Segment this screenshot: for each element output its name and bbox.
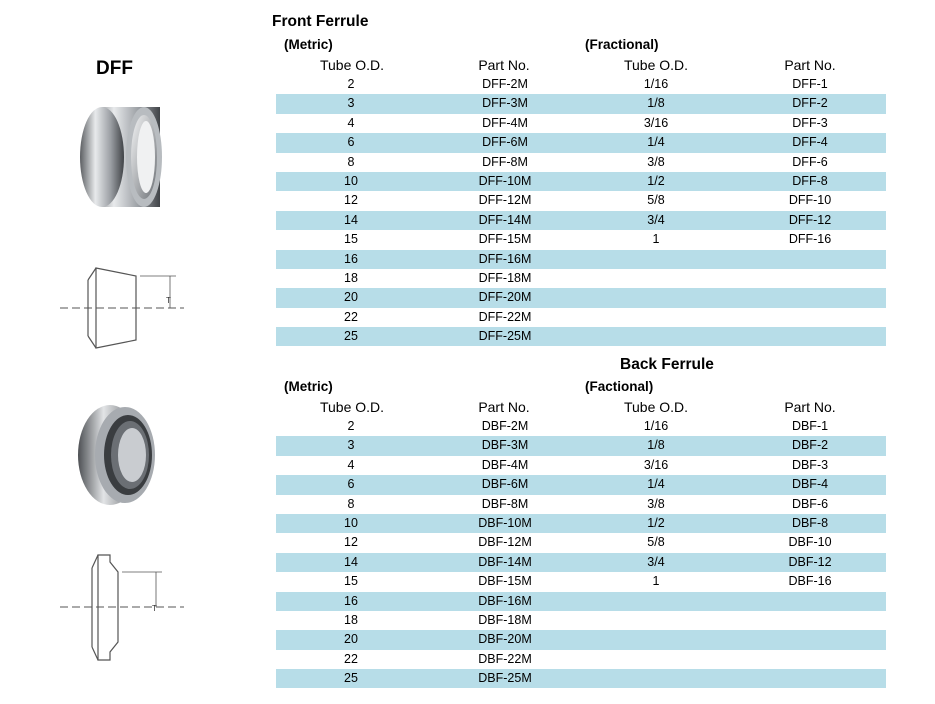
table-cell: DBF-8 [791,515,829,530]
back-header-tube-od-metric: Tube O.D. [319,399,385,415]
table-row [276,288,886,307]
table-row [276,327,886,346]
table-row [276,133,886,152]
back-header-part-no-fractional: Part No. [784,399,836,415]
front-ferrule-title: Front Ferrule [272,13,369,30]
table-row [276,191,886,210]
table-cell: 14 [344,212,358,227]
table-cell: DFF-16M [478,251,532,266]
back-fractional-label: (Factional) [585,379,654,394]
table-cell: DBF-2M [481,419,529,433]
table-cell: DFF-20M [478,290,532,305]
table-cell: 6 [347,477,355,492]
table-cell: DBF-25M [478,671,532,686]
table-cell: DBF-10M [478,515,532,530]
table-cell: 1/8 [647,438,665,453]
table-row [276,153,886,172]
table-cell: 3/16 [643,115,669,130]
table-row [276,114,886,133]
back-ferrule-drawing [58,550,188,665]
table-row [276,514,886,533]
table-cell: DBF-18M [478,612,532,627]
table-cell: DBF-8M [481,496,529,511]
table-row [276,650,886,669]
table-row [276,308,886,327]
table-cell: DBF-2 [791,438,829,453]
table-cell: 1/16 [643,77,669,91]
table-cell: 2 [347,77,355,91]
table-cell: DBF-12M [478,535,532,550]
table-cell: DBF-12 [788,554,832,569]
table-cell: DFF-25M [478,329,532,344]
back-header-part-no-metric: Part No. [478,399,530,415]
front-header-tube-od-fractional: Tube O.D. [623,57,689,73]
table-cell: 5/8 [647,193,665,208]
table-cell: DFF-14M [478,212,532,227]
table-row [276,436,886,455]
table-cell: 8 [347,496,355,511]
table-cell: 3/8 [647,496,665,511]
table-cell: 1/2 [647,515,665,530]
front-ferrule-table [276,75,886,346]
dimension-label: T [152,604,157,613]
table-cell: 12 [344,535,358,550]
table-cell: DFF-6 [792,154,828,169]
table-cell: 3 [347,96,355,111]
table-cell: 4 [347,115,355,130]
table-row [276,533,886,552]
table-cell: 1 [652,232,660,247]
front-header-tube-od-metric: Tube O.D. [319,57,385,73]
back-ferrule-title: Back Ferrule [620,356,714,373]
table-cell: 1/4 [647,135,665,150]
table-cell: DFF-15M [478,232,532,247]
table-cell: DFF-8M [482,154,528,169]
table-cell: DFF-3 [792,115,828,130]
table-cell: DBF-4M [481,457,529,472]
table-cell: 2 [347,419,355,433]
table-cell: 16 [344,593,358,608]
table-cell: 20 [344,290,358,305]
table-row [276,495,886,514]
table-row [276,553,886,572]
front-ferrule-photo [72,95,167,225]
table-row [276,417,886,436]
front-ferrule-drawing [58,258,188,358]
table-cell: DFF-6M [482,135,528,150]
table-cell: 22 [344,309,358,324]
table-cell: DFF-3M [482,96,528,111]
table-cell: 3 [347,438,355,453]
back-header-tube-od-fractional: Tube O.D. [623,399,689,415]
front-fractional-label: (Fractional) [585,37,659,52]
table-cell: 8 [347,154,355,169]
table-cell: DBF-10 [788,535,832,550]
table-cell: 1/2 [647,173,665,188]
table-cell: DBF-6 [791,496,829,511]
table-cell: 14 [344,554,358,569]
front-metric-label: (Metric) [284,37,333,52]
table-cell: DBF-6M [481,477,529,492]
table-cell: DBF-3 [791,457,829,472]
back-ferrule-table [276,417,886,688]
table-row [276,172,886,191]
table-cell: 20 [344,632,358,647]
table-cell: DFF-12M [478,193,532,208]
table-row [276,94,886,113]
table-cell: DFF-8 [792,173,828,188]
dimension-label: T [166,296,171,305]
table-row [276,75,886,94]
table-cell: 16 [344,251,358,266]
table-cell: DFF-22M [478,309,532,324]
table-row [276,611,886,630]
table-row [276,230,886,249]
table-row [276,211,886,230]
product-code: DFF [96,58,133,79]
table-cell: DFF-2M [482,77,528,91]
table-cell: DFF-2 [792,96,828,111]
table-cell: 22 [344,651,358,666]
table-cell: DFF-12 [788,212,832,227]
back-ferrule-photo [70,400,165,510]
table-row [276,630,886,649]
table-cell: DFF-4 [792,135,828,150]
table-row [276,572,886,591]
table-cell: 25 [344,329,358,344]
table-cell: 15 [344,232,358,247]
table-cell: DFF-4M [482,115,528,130]
table-cell: 3/8 [647,154,665,169]
table-cell: 1/16 [643,419,669,433]
table-cell: DFF-10 [788,193,832,208]
table-cell: 10 [344,173,358,188]
table-cell: 10 [344,515,358,530]
table-cell: DBF-22M [478,651,532,666]
table-cell: 25 [344,671,358,686]
table-cell: DBF-16M [478,593,532,608]
table-cell: DBF-15M [478,574,532,589]
table-cell: 1/4 [647,477,665,492]
table-cell: 6 [347,135,355,150]
table-row [276,250,886,269]
front-header-part-no-metric: Part No. [478,57,530,73]
table-row [276,669,886,688]
front-header-part-no-fractional: Part No. [784,57,836,73]
table-cell: DBF-1 [791,419,829,433]
table-cell: 12 [344,193,358,208]
table-row [276,592,886,611]
back-metric-label: (Metric) [284,379,333,394]
table-cell: 18 [344,270,358,285]
table-cell: 3/16 [643,457,669,472]
table-cell: DBF-16 [788,574,832,589]
table-cell: DBF-4 [791,477,829,492]
table-cell: DBF-20M [478,632,532,647]
table-cell: 1 [652,574,660,589]
table-row [276,269,886,288]
table-cell: 3/4 [647,212,665,227]
table-cell: DBF-3M [481,438,529,453]
table-row [276,456,886,475]
table-cell: DFF-16 [788,232,832,247]
table-cell: 18 [344,612,358,627]
table-cell: DFF-1 [792,77,828,91]
table-cell: 15 [344,574,358,589]
table-cell: 1/8 [647,96,665,111]
table-cell: 3/4 [647,554,665,569]
table-cell: DFF-10M [478,173,532,188]
table-row [276,475,886,494]
table-cell: DBF-14M [478,554,532,569]
table-cell: 5/8 [647,535,665,550]
table-cell: DFF-18M [478,270,532,285]
table-cell: 4 [347,457,355,472]
